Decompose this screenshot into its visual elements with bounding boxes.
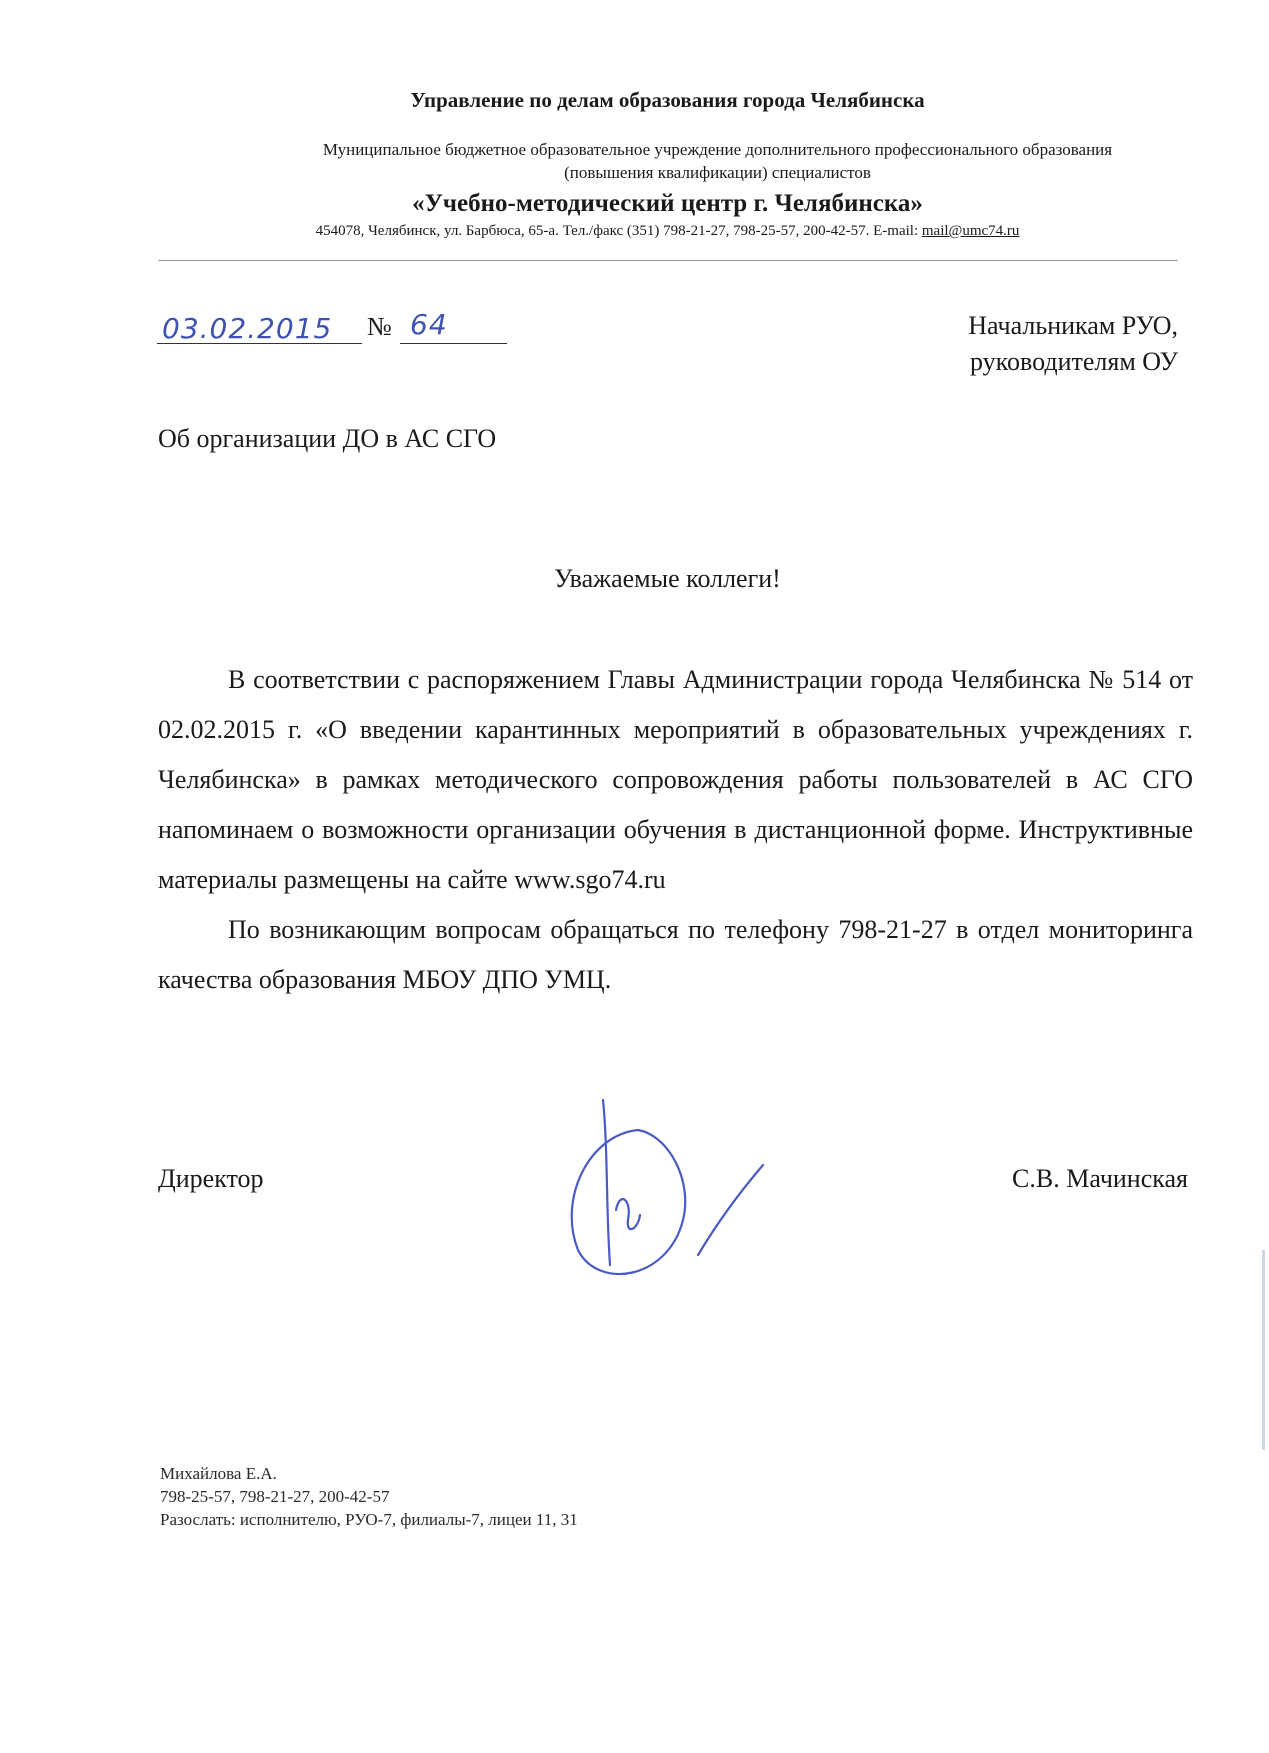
footer-distribution: Разослать: исполнителю, РУО-7, филиалы-7, лицеи 11, 31	[160, 1510, 578, 1529]
signature-stroke-inner	[616, 1199, 640, 1229]
registration-number: 64	[410, 308, 448, 341]
registration-number-line	[400, 343, 507, 344]
addressee-line1: Начальникам РУО,	[968, 311, 1178, 340]
footer-block	[160, 1462, 578, 1531]
scan-edge-mark	[1262, 1250, 1265, 1450]
registration-date: 03.02.2015	[162, 312, 333, 345]
signature-strokes	[572, 1100, 763, 1274]
header-institution	[150, 138, 1269, 184]
registration-date-line	[157, 343, 362, 344]
letter-body	[158, 655, 1193, 1005]
header-center-name: «Учебно-методический центр г. Челябинска»	[412, 190, 923, 217]
signature-stroke-loop	[572, 1130, 686, 1274]
addressee-block	[840, 308, 1178, 380]
handwritten-signature	[548, 1090, 788, 1290]
header-email-link[interactable]: mail@umc74.ru	[921, 223, 1020, 239]
body-paragraph-1: В соответствии с распоряжением Главы Администрации города Челябинска № 514 от 02.02.2015 г. «О введении карантинных мероприятий в образовательных учреждениях г. Челябинска» в рамках методического сопровождения работы пользователей в АС СГО напоминаем о возможности организации обучения в дистанционной форме. Инструктивные материалы размещены на сайте www.sgo74.ru	[158, 665, 1193, 894]
footer-phones: 798-25-57, 798-21-27, 200-42-57	[160, 1487, 390, 1506]
signature-stroke-vertical	[603, 1100, 610, 1265]
header-institution-line2: (повышения квалификации) специалистов	[564, 163, 871, 182]
signer-name: С.В. Мачинская	[1012, 1164, 1188, 1193]
header-organization: Управление по делам образования города Челябинска	[410, 88, 925, 112]
header-divider	[158, 260, 1178, 261]
signature-stroke-tail	[698, 1165, 763, 1255]
addressee-line2: руководителям ОУ	[970, 347, 1178, 376]
footer-executor: Михайлова Е.А.	[160, 1464, 277, 1483]
body-paragraph-2: По возникающим вопросам обращаться по телефону 798-21-27 в отдел мониторинга качества образования МБОУ ДПО УМЦ.	[158, 915, 1193, 994]
registration-number-sign: №	[367, 312, 392, 341]
header-address-text: 454078, Челябинск, ул. Барбюса, 65-а. Тел./факс (351) 798-21-27, 798-25-57, 200-42-57. E-mail:	[315, 223, 922, 239]
header-address	[0, 223, 1269, 240]
header-institution-line1: Муниципальное бюджетное образовательное учреждение дополнительного профессионального образования	[322, 140, 1113, 159]
letter-greeting: Уважаемые коллеги!	[554, 564, 781, 593]
signer-title: Директор	[158, 1164, 264, 1193]
letter-subject: Об организации ДО в АС СГО	[158, 424, 497, 453]
